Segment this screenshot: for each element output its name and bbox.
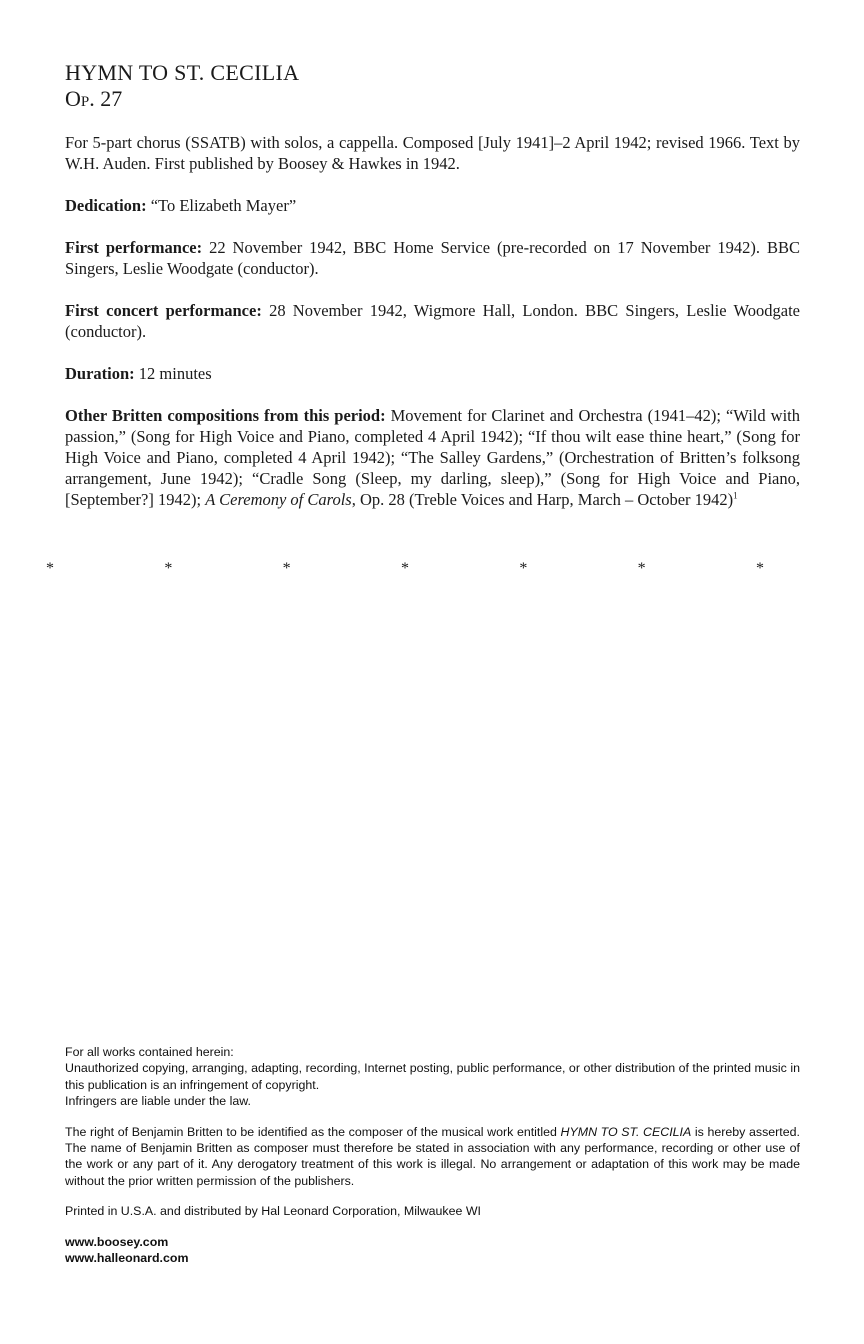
dedication-value: “To Elizabeth Mayer”: [150, 196, 297, 215]
website-boosey[interactable]: www.boosey.com: [65, 1234, 169, 1249]
first-concert-value: 28 November 1942, Wigmore Hall, London. BBC Singers, Leslie Woodgate (conductor).: [65, 301, 801, 341]
work-title: HYMN TO ST. CECILIA: [65, 60, 300, 85]
other-compositions-text: Movement for Clarinet and Orchestra (1941–42); “Wild with passion,” (Song for High Voice and Piano, completed 4 April 1942); “If thou wilt ease thine heart,” (Song for High Voice and Piano, completed 4 April 1942); “The Salley Gardens,” (Orchestration of Britten’s folksong arrangement, June 1942); “Cradle Song (Sleep, my darling, sleep),” (Song for High Voice and Piano, [September?] 1942);: [65, 406, 800, 509]
separator-star: *: [282, 560, 291, 577]
duration: [65, 363, 800, 384]
intro-paragraph: For 5-part chorus (SSATB) with solos, a cappella. Composed [July 1941]–2 April 1942; revised 1966. Text by W.H. Auden. First published by Boosey & Hawkes in 1942.: [65, 133, 800, 173]
work-info: [65, 60, 800, 531]
rights-text-start: The right of Benjamin Britten to be identified as the composer of the musical work entitled: [65, 1124, 557, 1139]
rights-work-title: HYMN TO ST. CECILIA: [560, 1124, 692, 1139]
separator-star: *: [519, 560, 528, 577]
copyright-line: Unauthorized copying, arranging, adapting, recording, Internet posting, public performance, or other distribution of the printed music in this publication is an infringement of copyright.: [65, 1061, 800, 1092]
separator-star: *: [755, 560, 764, 577]
first-performance: [65, 237, 800, 279]
duration-label: Duration:: [65, 364, 135, 383]
other-compositions-text-end: , Op. 28 (Treble Voices and Harp, March – October 1942): [351, 490, 734, 509]
opus-number: Op. 27: [65, 86, 123, 111]
other-compositions-label: Other Britten compositions from this period:: [65, 406, 386, 425]
copyright-line: For all works contained herein:: [65, 1045, 234, 1059]
moral-rights-notice: [65, 1124, 800, 1190]
rights-text-end: is hereby asserted. The name of Benjamin Britten as composer must therefore be stated in association with any performance, recording or other use of the work or any part of it. Any derogatory treatment of this work is illegal. No arrangement or adaptation of this work may be made without the prior written permission of the publishers.: [65, 1124, 800, 1188]
first-concert-performance: [65, 300, 800, 342]
separator-star: *: [46, 560, 54, 577]
other-compositions: [65, 405, 800, 510]
copyright-line: Infringers are liable under the law.: [65, 1094, 251, 1109]
ceremony-of-carols-title: A Ceremony of Carols: [205, 490, 352, 509]
footnote-mark: 1: [733, 490, 738, 501]
separator-star: *: [637, 560, 646, 577]
duration-value: 12 minutes: [138, 364, 212, 383]
separator-star: *: [164, 560, 173, 577]
printed-in-notice: Printed in U.S.A. and distributed by Hal Leonard Corporation, Milwaukee WI: [65, 1204, 481, 1219]
first-concert-label: First concert performance:: [65, 301, 262, 320]
separator-star: *: [400, 560, 409, 577]
first-performance-label: First performance:: [65, 238, 203, 257]
website-halleonard[interactable]: www.halleonard.com: [65, 1251, 189, 1266]
copyright-footer: [65, 1044, 800, 1266]
copyright-notice: [65, 1044, 800, 1110]
dedication-label: Dedication:: [65, 196, 147, 215]
first-performance-value: 22 November 1942, BBC Home Service (pre-recorded on 17 November 1942). BBC Singers, Leslie Woodgate (conductor).: [65, 238, 800, 278]
section-separator: [40, 560, 770, 578]
dedication: [65, 195, 800, 216]
